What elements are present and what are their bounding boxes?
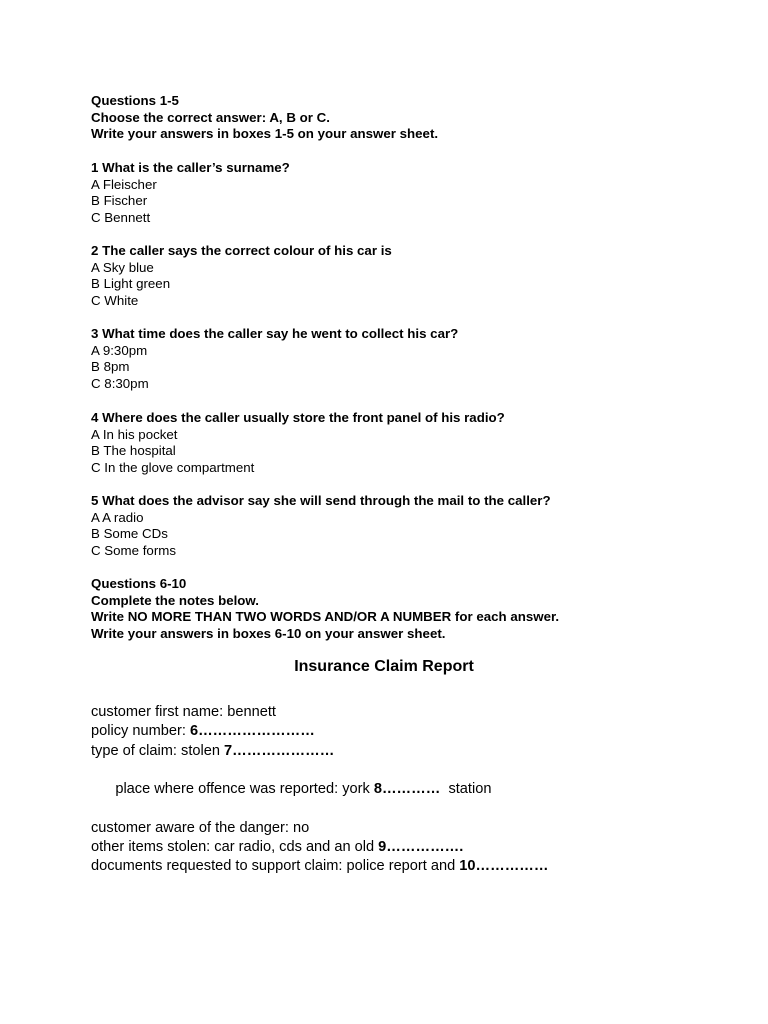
report-line-danger-awareness <box>91 819 549 838</box>
answer-blank-9: 9……………. <box>378 839 464 856</box>
section2-instruction-1: Complete the notes below. <box>91 592 259 608</box>
question-1-text: 1 What is the caller’s surname? <box>91 160 290 175</box>
question-4-text: 4 Where does the caller usually store the front panel of his radio? <box>91 410 505 425</box>
report-line-documents <box>91 857 549 876</box>
section1-header <box>91 93 438 143</box>
question-2-option-c: C White <box>91 292 139 308</box>
question-5-text: 5 What does the advisor say she will send through the mail to the caller? <box>91 493 551 508</box>
section1-instruction-2: Write your answers in boxes 1-5 on your answer sheet. <box>91 126 439 142</box>
report-line-policy-number <box>91 722 549 741</box>
question-2-option-b: B Light green <box>91 276 171 292</box>
question-4-option-c: C In the glove compartment <box>91 459 255 475</box>
question-2 <box>91 243 392 309</box>
section2-heading: Questions 6-10 <box>91 576 187 591</box>
answer-blank-10: 10…………… <box>459 858 549 875</box>
question-2-option-a: A Sky blue <box>91 259 154 275</box>
question-2-text: 2 The caller says the correct colour of his car is <box>91 243 392 258</box>
question-3-option-c: C 8:30pm <box>91 375 149 391</box>
section2-header <box>91 576 559 642</box>
question-5-option-c: C Some forms <box>91 542 176 558</box>
question-3 <box>91 326 458 392</box>
question-1-option-c: C Bennett <box>91 209 151 225</box>
report-line-text: customer aware of the danger: no <box>91 819 310 836</box>
report-line-first-name <box>91 703 549 722</box>
question-1 <box>91 160 290 226</box>
question-1-option-a: A Fleischer <box>91 176 157 192</box>
question-3-option-b: B 8pm <box>91 359 130 375</box>
answer-blank-8: 8………… <box>373 781 441 798</box>
report-line-text: type of claim: stolen <box>91 742 225 759</box>
report-line-other-items <box>91 838 549 857</box>
question-5 <box>91 493 551 559</box>
question-5-option-b: B Some CDs <box>91 526 168 542</box>
question-3-option-a: A 9:30pm <box>91 342 148 358</box>
section1-heading: Questions 1-5 <box>91 93 179 108</box>
question-5-option-a: A A radio <box>91 509 144 525</box>
report-line-text: other items stolen: car radio, cds and an old <box>91 839 379 856</box>
report-line-text: documents requested to support claim: police report and <box>91 858 460 875</box>
question-3-text: 3 What time does the caller say he went to collect his car? <box>91 326 459 341</box>
report-line-text: place where offence was reported: york <box>115 781 374 798</box>
report-line-text: policy number: <box>91 723 190 740</box>
report-title: Insurance Claim Report <box>294 658 474 675</box>
report-line-suffix: station <box>440 781 492 798</box>
report-line-claim-type <box>91 742 549 761</box>
question-4 <box>91 410 505 476</box>
section1-instruction-1: Choose the correct answer: A, B or C. <box>91 109 330 125</box>
report-notes <box>91 703 549 877</box>
question-1-option-b: B Fischer <box>91 193 148 209</box>
question-4-option-b: B The hospital <box>91 443 176 459</box>
answer-blank-6: 6…………………… <box>189 723 315 740</box>
section2-instruction-2: Write NO MORE THAN TWO WORDS AND/OR A NUMBER for each answer. <box>91 609 560 625</box>
answer-blank-7: 7………………… <box>224 742 335 759</box>
report-line-text: customer first name: bennett <box>91 704 276 720</box>
section2-instruction-3: Write your answers in boxes 6-10 on your answer sheet. <box>91 625 446 641</box>
question-4-option-a: A In his pocket <box>91 426 178 442</box>
report-line-offence-place <box>91 761 549 819</box>
